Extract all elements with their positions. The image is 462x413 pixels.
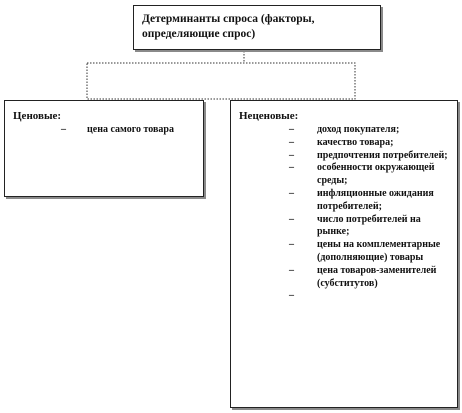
list-item xyxy=(239,188,451,214)
dash-bullet: – xyxy=(289,124,294,135)
list-item xyxy=(13,124,197,137)
list-item-text: особенности окружающей среды; xyxy=(317,162,435,187)
root-title: Детерминанты спроса (факторы, определяющие спрос) xyxy=(142,13,315,40)
dash-bullet: – xyxy=(61,124,66,135)
list-item-text: качество товара; xyxy=(317,136,394,148)
list-item-text: число потребителей на рынке; xyxy=(317,213,421,238)
list-item xyxy=(239,214,451,240)
price-factors-list xyxy=(13,124,197,137)
list-item xyxy=(239,239,451,265)
dash-bullet: – xyxy=(289,162,294,174)
list-item xyxy=(239,124,451,137)
non-price-factors-header: Неценовые: xyxy=(239,110,299,122)
price-factors-box xyxy=(4,100,204,197)
list-item xyxy=(239,162,451,188)
dash-bullet: – xyxy=(289,149,294,161)
dash-bullet: – xyxy=(289,290,294,302)
list-item-text: цена самого товара xyxy=(87,124,174,135)
dash-bullet: – xyxy=(289,239,294,251)
list-item-text: цены на комплементарные (дополняющие) товары xyxy=(317,239,441,263)
price-factors-header: Ценовые: xyxy=(13,110,62,122)
list-item-text: цена товаров-заменителей (субститутов) xyxy=(317,264,437,289)
dash-bullet: – xyxy=(289,264,294,276)
dash-bullet: – xyxy=(289,136,294,148)
list-item-text: предпочтения потребителей; xyxy=(317,149,448,161)
dash-bullet: – xyxy=(289,187,294,199)
list-item-text: доход покупателя; xyxy=(317,124,400,135)
list-item xyxy=(239,150,451,163)
list-item xyxy=(239,265,451,291)
root-box xyxy=(133,5,381,50)
non-price-factors-list xyxy=(239,124,451,302)
non-price-factors-box xyxy=(230,100,458,408)
list-item xyxy=(239,137,451,150)
dash-bullet: – xyxy=(289,213,294,225)
list-item-text: инфляционные ожидания потребителей; xyxy=(317,187,434,212)
